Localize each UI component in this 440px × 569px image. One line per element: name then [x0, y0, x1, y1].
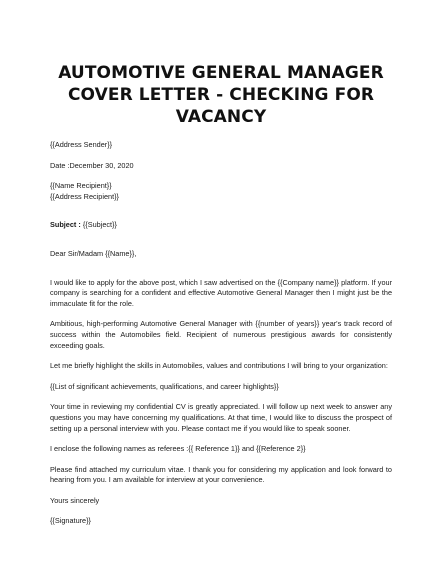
paragraph-experience: Ambitious, high-performing Automotive General Manager with {{number of years}} year's track record of success within the Automobiles field. Recipient of numerous prestigious awards for consistently exceeding goals. — [50, 319, 392, 350]
date-line: Date :December 30, 2020 — [50, 160, 134, 170]
subject-label: Subject : — [50, 220, 81, 230]
address-recipient: {{Address Recipient}} — [50, 191, 119, 201]
address-sender: {{Address Sender}} — [50, 140, 113, 149]
paragraph-intro: I would like to apply for the above post, which I saw advertised on the {{Company name}} platform. If your company is searching for a confident and effective Automotive General Manager then I might just be the immaculate fit for the role. — [50, 277, 392, 308]
paragraph-achievements: {{List of significant achievements, qualifications, and career highlights}} — [50, 381, 279, 391]
letter-title: AUTOMOTIVE GENERAL MANAGER COVER LETTER - CHECKING FOR VACANCY — [58, 63, 384, 127]
signature: {{Signature}} — [50, 516, 91, 526]
salutation: Dear Sir/Madam {{Name}}, — [50, 248, 137, 258]
paragraph-skills: Let me briefly highlight the skills in Automobiles, values and contributions I will bring to your organization: — [50, 361, 388, 371]
paragraph-followup: Your time in reviewing my confidential CV is greatly appreciated. I will follow up next week to answer any questions you may have concerning my qualifications. At that time, I would like to discuss the prospect of setting up a personal interview with you. Please contact me if you would like to speak sooner. — [50, 402, 392, 433]
subject-line — [50, 220, 392, 231]
name-recipient: {{Name Recipient}} — [50, 181, 112, 191]
subject-value: {{Subject}} — [80, 220, 117, 230]
paragraph-attachment: Please find attached my curriculum vitae. I thank you for considering my application and look forward to hearing from you. I am available for interview at your convenience. — [50, 464, 392, 485]
letter-body — [50, 140, 392, 527]
paragraph-referees: I enclose the following names as referees :{{ Reference 1}} and {{Reference 2}} — [50, 444, 306, 454]
closing: Yours sincerely — [50, 495, 100, 505]
